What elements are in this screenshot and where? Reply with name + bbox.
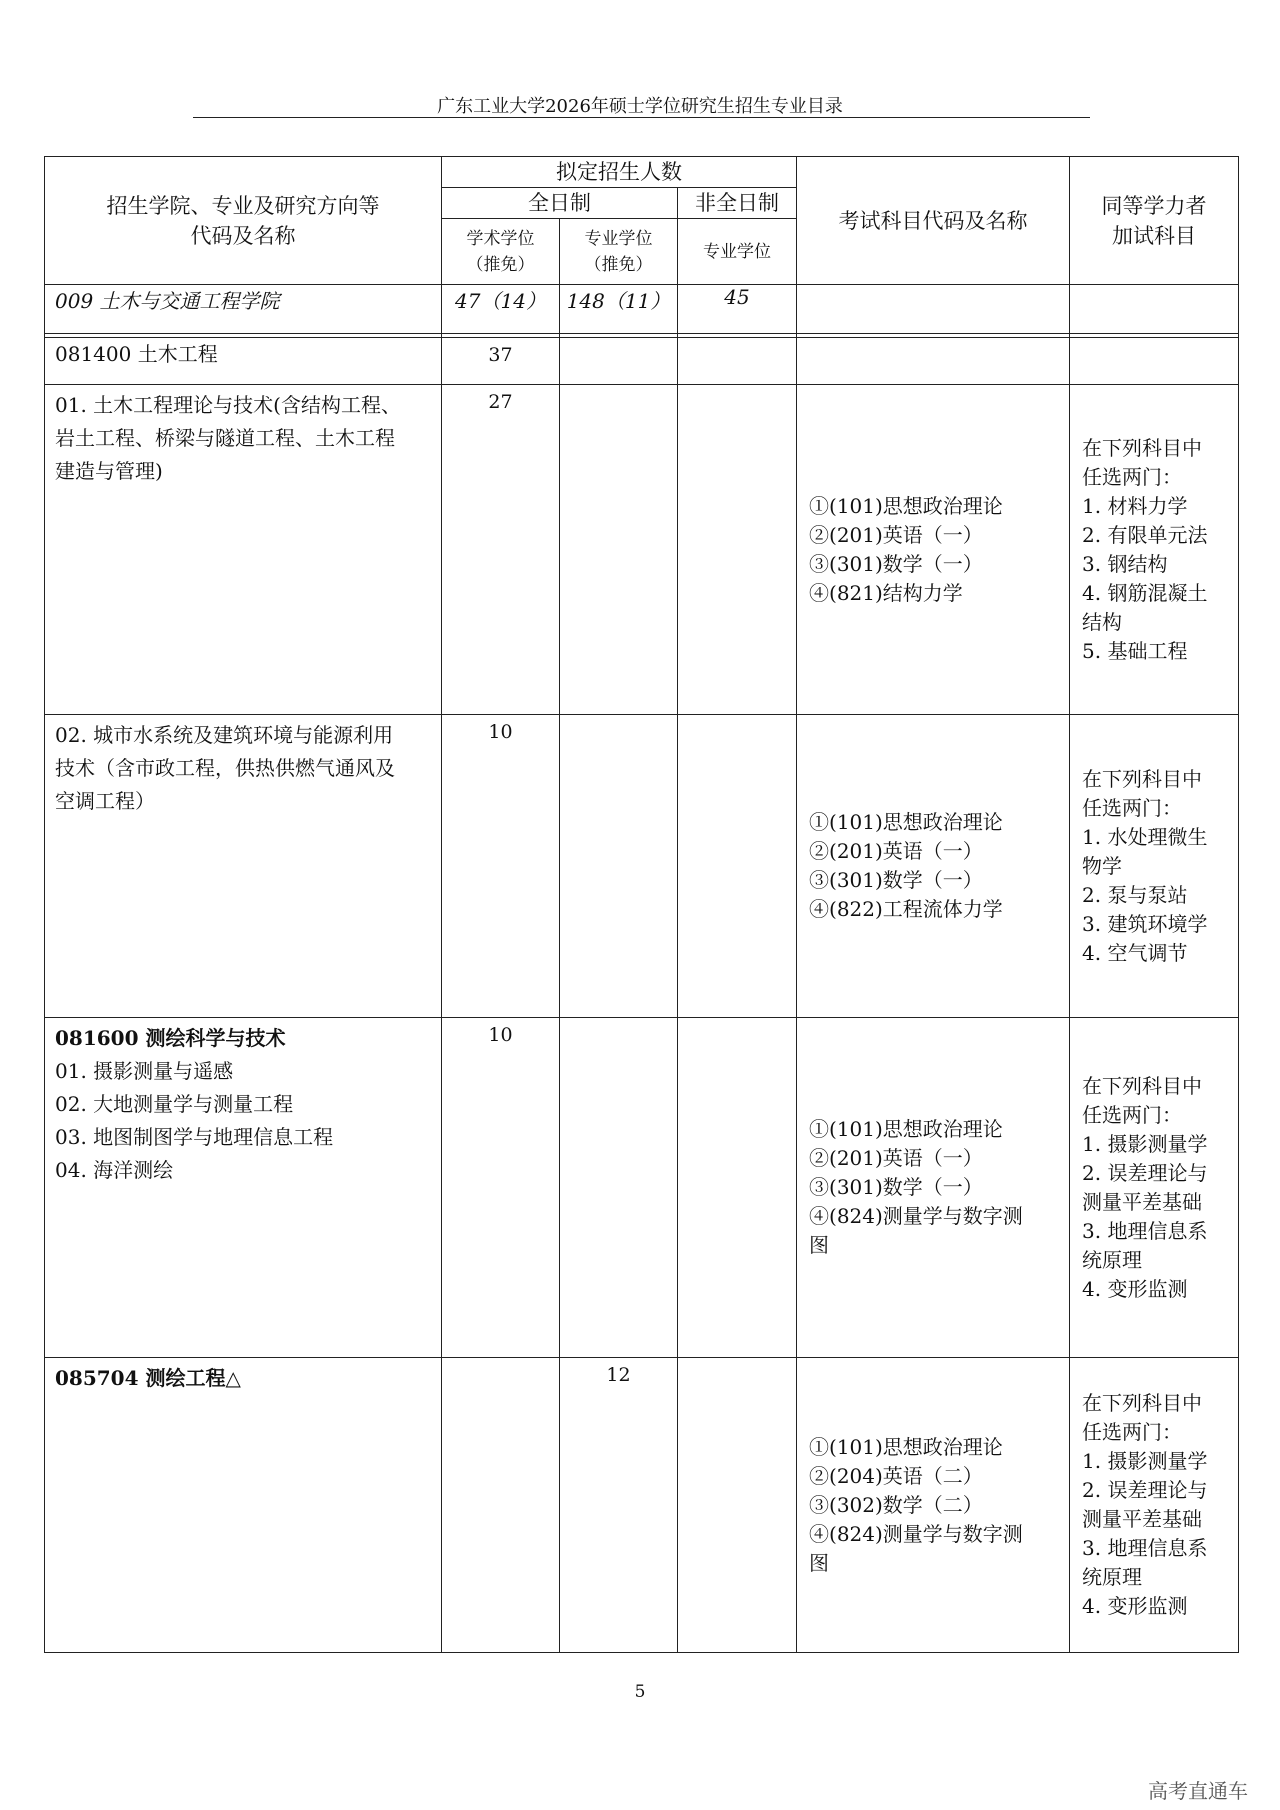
extra-subjects: 在下列科目中 任选两门： 1. 水处理微生 物学 2. 泵与泵站 3. 建筑环境学 4. 空气调节 <box>1070 715 1239 1018</box>
header-extra: 同等学力者 加试科目 <box>1070 157 1239 285</box>
header-exam: 考试科目代码及名称 <box>797 157 1070 285</box>
page-number: 5 <box>634 1682 646 1702</box>
table-row <box>45 715 1239 1018</box>
page-title: 广东工业大学2026年硕士学位研究生招生专业目录 <box>437 96 843 117</box>
extra-subjects: 在下列科目中 任选两门： 1. 摄影测量学 2. 误差理论与 测量平差基础 3. 地理信息系 统原理 4. 变形监测 <box>1070 1018 1239 1358</box>
header-academic: 学术学位 （推免） <box>442 219 560 285</box>
header-enroll-group: 拟定招生人数 <box>442 157 797 188</box>
direction-academic: 27 <box>442 385 560 715</box>
major-professional-ft: 12 <box>560 1358 678 1653</box>
table-row <box>45 338 1239 385</box>
college-row <box>45 285 1239 334</box>
header-professional-ft: 专业学位 （推免） <box>560 219 678 285</box>
header-major-col: 招生学院、专业及研究方向等 代码及名称 <box>45 157 442 285</box>
exam-subjects: ①(101)思想政治理论 ②(201)英语（一） ③(301)数学（一） ④(822)工程流体力学 <box>797 715 1070 1018</box>
major-title: 085704 测绘工程△ <box>55 1366 241 1390</box>
title-rule <box>193 117 1090 118</box>
extra-subjects: 在下列科目中 任选两门： 1. 摄影测量学 2. 误差理论与 测量平差基础 3. 地理信息系 统原理 4. 变形监测 <box>1070 1358 1239 1653</box>
direction-academic: 10 <box>442 715 560 1018</box>
table-row <box>45 1018 1239 1358</box>
direction-text: 02. 城市水系统及建筑环境与能源利用 技术（含市政工程，供热供燃气通风及 空调工程） <box>45 715 442 1018</box>
major-academic: 37 <box>442 338 560 385</box>
table-row <box>45 1358 1239 1653</box>
major-block: 081600 测绘科学与技术 01. 摄影测量与遥感 02. 大地测量学与测量工程 03. 地图制图学与地理信息工程 04. 海洋测绘 <box>45 1018 442 1358</box>
college-professional-ft: 148（11） <box>560 285 678 334</box>
header-professional-pt: 专业学位 <box>678 219 797 285</box>
header-part-time: 非全日制 <box>678 188 797 219</box>
major-title: 081600 测绘科学与技术 <box>55 1026 286 1050</box>
major-title: 081400 土木工程 <box>45 338 442 385</box>
college-exam <box>797 285 1070 334</box>
header-full-time: 全日制 <box>442 188 678 219</box>
college-name: 009 土木与交通工程学院 <box>45 285 442 334</box>
major-block <box>45 1358 442 1653</box>
major-academic: 10 <box>442 1018 560 1358</box>
direction-text: 01. 土木工程理论与技术(含结构工程、 岩土工程、桥梁与隧道工程、土木工程 建造与管理) <box>45 385 442 715</box>
college-extra <box>1070 285 1239 334</box>
college-academic: 47（14） <box>442 285 560 334</box>
table-row <box>45 385 1239 715</box>
exam-subjects: ①(101)思想政治理论 ②(201)英语（一） ③(301)数学（一） ④(821)结构力学 <box>797 385 1070 715</box>
watermark: 高考直通车 <box>1148 1779 1248 1803</box>
exam-subjects: ①(101)思想政治理论 ②(201)英语（一） ③(301)数学（一） ④(824)测量学与数字测 图 <box>797 1018 1070 1358</box>
exam-subjects: ①(101)思想政治理论 ②(204)英语（二） ③(302)数学（二） ④(824)测量学与数字测 图 <box>797 1358 1070 1653</box>
extra-subjects: 在下列科目中 任选两门： 1. 材料力学 2. 有限单元法 3. 钢结构 4. 钢筋混凝土 结构 5. 基础工程 <box>1070 385 1239 715</box>
catalog-table <box>44 156 1239 1653</box>
college-professional-pt: 45 <box>678 285 797 334</box>
